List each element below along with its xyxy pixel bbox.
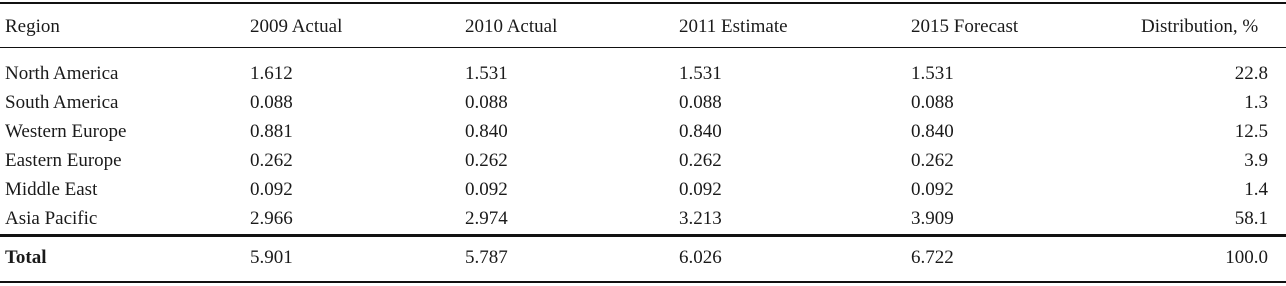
value-2009-cell: 0.262 [250, 150, 293, 171]
table-row [0, 60, 1286, 88]
value-2009-cell: 0.088 [250, 92, 293, 113]
header-2015-forecast: 2015 Forecast [911, 16, 1019, 37]
value-2011-cell: 0.092 [679, 179, 722, 200]
value-2015-cell: 0.092 [911, 179, 954, 200]
header-2010-actual: 2010 Actual [465, 16, 558, 37]
total-2010-cell: 5.787 [465, 247, 508, 268]
distribution-cell: 58.1 [1234, 208, 1268, 229]
table-row [0, 176, 1286, 204]
value-2009-cell: 1.612 [250, 63, 293, 84]
total-row [0, 244, 1286, 272]
region-cell: Western Europe [5, 121, 127, 142]
distribution-cell: 3.9 [1244, 150, 1268, 171]
header-distribution: Distribution, % [1141, 16, 1259, 37]
table-row [0, 118, 1286, 146]
header-2011-estimate: 2011 Estimate [679, 16, 788, 37]
region-cell: Eastern Europe [5, 150, 122, 171]
region-cell: South America [5, 92, 119, 113]
total-distribution-cell: 100.0 [1225, 247, 1268, 268]
value-2009-cell: 2.966 [250, 208, 293, 229]
distribution-cell: 22.8 [1234, 63, 1268, 84]
distribution-cell: 12.5 [1234, 121, 1268, 142]
region-cell: Asia Pacific [5, 208, 98, 229]
value-2015-cell: 0.840 [911, 121, 954, 142]
top-rule [0, 2, 1286, 4]
header-region: Region [5, 16, 60, 37]
bottom-rule [0, 281, 1286, 283]
value-2015-cell: 0.088 [911, 92, 954, 113]
value-2009-cell: 0.092 [250, 179, 293, 200]
value-2011-cell: 1.531 [679, 63, 722, 84]
value-2015-cell: 0.262 [911, 150, 954, 171]
value-2011-cell: 3.213 [679, 208, 722, 229]
value-2010-cell: 1.531 [465, 63, 508, 84]
total-label: Total [5, 247, 47, 268]
value-2015-cell: 1.531 [911, 63, 954, 84]
value-2010-cell: 0.092 [465, 179, 508, 200]
value-2010-cell: 0.088 [465, 92, 508, 113]
region-cell: Middle East [5, 179, 98, 200]
distribution-cell: 1.4 [1244, 179, 1268, 200]
value-2010-cell: 0.262 [465, 150, 508, 171]
value-2011-cell: 0.088 [679, 92, 722, 113]
table-row [0, 147, 1286, 175]
value-2011-cell: 0.262 [679, 150, 722, 171]
value-2015-cell: 3.909 [911, 208, 954, 229]
table-row [0, 205, 1286, 233]
total-2015-cell: 6.722 [911, 247, 954, 268]
distribution-cell: 1.3 [1244, 92, 1268, 113]
value-2010-cell: 0.840 [465, 121, 508, 142]
total-2011-cell: 6.026 [679, 247, 722, 268]
header-2009-actual: 2009 Actual [250, 16, 343, 37]
value-2010-cell: 2.974 [465, 208, 508, 229]
value-2009-cell: 0.881 [250, 121, 293, 142]
header-row [0, 13, 1286, 41]
header-rule [0, 47, 1286, 48]
value-2011-cell: 0.840 [679, 121, 722, 142]
region-cell: North America [5, 63, 119, 84]
total-2009-cell: 5.901 [250, 247, 293, 268]
total-rule [0, 234, 1286, 237]
table-row [0, 89, 1286, 117]
